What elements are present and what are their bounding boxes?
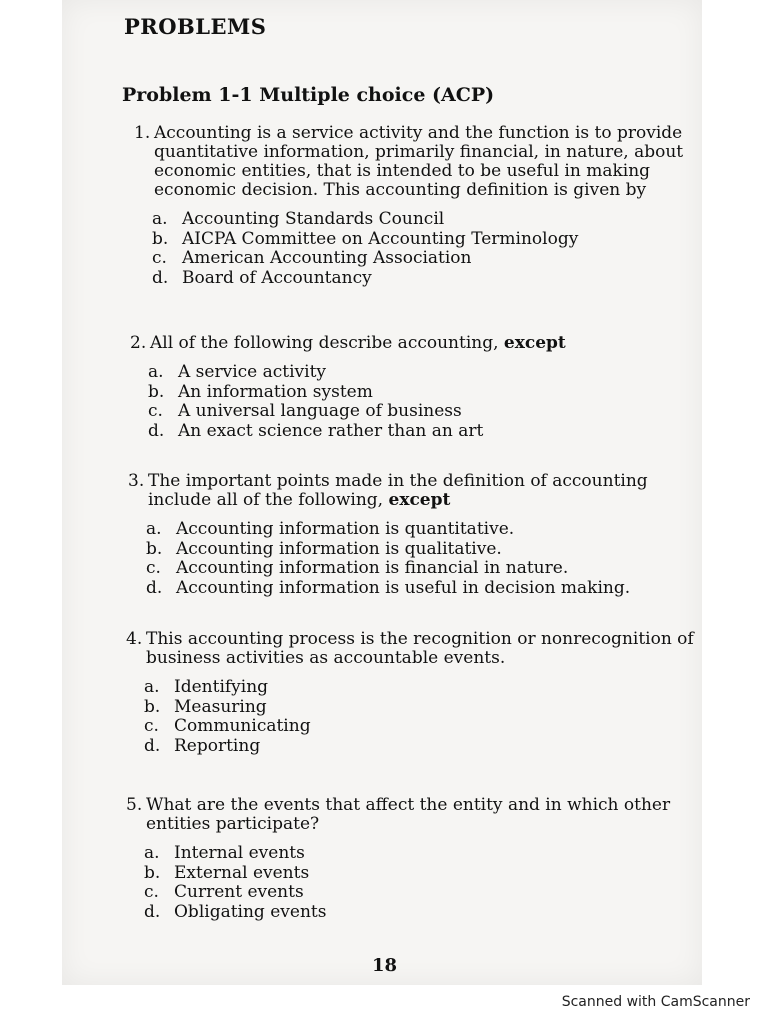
page-number: 18 — [372, 955, 398, 976]
option-a: a. Accounting information is quantitative. — [146, 519, 515, 539]
option-c: c. Current events — [144, 882, 304, 902]
page-title: PROBLEMS — [124, 14, 267, 39]
option-c: c. Accounting information is financial in nature. — [146, 558, 569, 578]
answer-options — [152, 210, 699, 288]
question-number: 1. — [134, 123, 151, 143]
answer-options — [148, 363, 695, 441]
question-stem: What are the events that affect the entity and in which other entities participate? — [146, 795, 671, 834]
answer-options — [144, 844, 700, 922]
question-stem: This accounting process is the recognition or nonrecognition of business activities as accountable events. — [146, 629, 694, 668]
scanner-watermark: Scanned with CamScanner — [561, 994, 750, 1010]
question-1 — [134, 124, 699, 288]
option-d: d. Accounting information is useful in decision making. — [146, 577, 631, 598]
question-4 — [126, 630, 698, 756]
option-c: c. A universal language of business — [148, 401, 462, 421]
option-b: b. External events — [144, 862, 310, 883]
option-d: d. Obligating events — [144, 901, 327, 922]
question-number: 4. — [126, 629, 143, 649]
option-b: b. AICPA Committee on Accounting Terminology — [152, 228, 579, 249]
question-stem: The important points made in the definition of accounting include all of the following, except — [148, 471, 648, 510]
option-c: c. American Accounting Association — [152, 248, 472, 268]
option-b: b. An information system — [148, 381, 373, 402]
question-stem: Accounting is a service activity and the function is to provide quantitative information, primarily financial, in nature, about economic entities, that is intended to be useful in making economic decision. This accounting definition is given by — [154, 123, 684, 200]
problem-heading: Problem 1-1 Multiple choice (ACP) — [122, 84, 495, 106]
answer-options — [144, 678, 698, 756]
option-d: d. Board of Accountancy — [152, 267, 372, 288]
question-5 — [126, 796, 700, 922]
option-a: a. Identifying — [144, 677, 269, 697]
option-a: a. Accounting Standards Council — [152, 209, 445, 229]
question-stem: All of the following describe accounting, except — [150, 333, 566, 353]
option-a: a. A service activity — [148, 362, 327, 382]
question-number: 3. — [128, 471, 145, 491]
option-d: d. An exact science rather than an art — [148, 420, 484, 441]
question-number: 5. — [126, 795, 143, 815]
question-2 — [130, 334, 695, 441]
answer-options — [146, 520, 698, 598]
option-b: b. Measuring — [144, 696, 267, 717]
option-c: c. Communicating — [144, 716, 311, 736]
option-b: b. Accounting information is qualitative. — [146, 538, 502, 559]
option-a: a. Internal events — [144, 843, 305, 863]
question-3 — [128, 472, 698, 598]
option-d: d. Reporting — [144, 735, 261, 756]
question-number: 2. — [130, 333, 147, 353]
